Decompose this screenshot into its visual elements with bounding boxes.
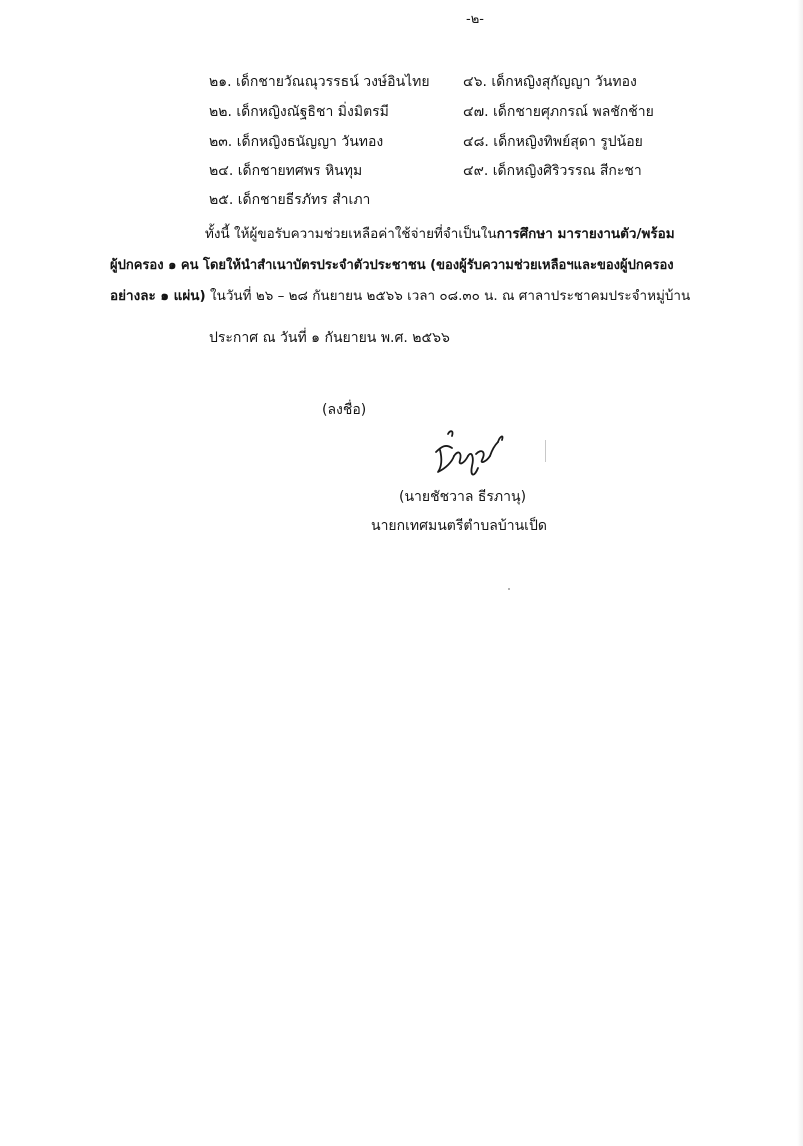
paragraph-line-3 — [110, 287, 690, 305]
scan-artifact-line — [545, 440, 546, 462]
paragraph-line-2: ผู้ปกครอง ๑ คน โดยให้นำสำเนาบัตรประจำตัวประชาชน (ของผู้รับความช่วยเหลือฯและของผู้ปกครอง — [110, 258, 674, 273]
name-entry: ๒๔. เด็กชายทศพร หินทุม — [209, 163, 363, 179]
scan-speck — [508, 588, 510, 590]
handwritten-signature — [428, 428, 514, 484]
signatory-position: นายกเทศมนตรีตำบลบ้านเป็ด — [371, 518, 547, 534]
sign-label: (ลงชื่อ) — [322, 402, 367, 418]
name-entry: ๒๑. เด็กชายวัณณุวรรธน์ วงษ์อินไทย — [209, 74, 430, 90]
scan-edge-shadow — [797, 0, 803, 1146]
paragraph-line-1 — [205, 225, 675, 243]
name-entry: ๔๗. เด็กชายศุภกรณ์ พลชักช้าย — [463, 104, 654, 120]
paragraph-emphasis: อย่างละ ๑ แผ่น) — [110, 288, 206, 304]
name-entry: ๒๕. เด็กชายธีรภัทร สำเภา — [209, 192, 371, 208]
paragraph-text: ทั้งนี้ ให้ผู้ขอรับความช่วยเหลือค่าใช้จ่ายที่จำเป็นใน — [205, 226, 497, 242]
announcement-date: ประกาศ ณ วันที่ ๑ กันยายน พ.ศ. ๒๕๖๖ — [209, 330, 450, 346]
name-entry: ๒๒. เด็กหญิงณัฐธิชา มิ่งมิตรมี — [209, 104, 389, 120]
name-entry: ๔๙. เด็กหญิงศิริวรรณ สีกะชา — [463, 163, 642, 179]
name-entry: ๔๖. เด็กหญิงสุกัญญา วันทอง — [463, 74, 637, 90]
signatory-name: (นายชัชวาล ธีรภานุ) — [399, 489, 527, 505]
name-entry: ๒๓. เด็กหญิงธนัญญา วันทอง — [209, 134, 384, 150]
paragraph-text: ในวันที่ ๒๖ – ๒๘ กันยายน ๒๕๖๖ เวลา ๐๘.๓๐ น. ณ ศาลาประชาคมประจำหมู่บ้าน — [205, 288, 691, 304]
page-number: -๒- — [466, 12, 484, 27]
paragraph-emphasis: การศึกษา มารายงานตัว/พร้อม — [496, 226, 675, 242]
name-entry: ๔๘. เด็กหญิงทิพย์สุดา รูปน้อย — [463, 134, 643, 150]
